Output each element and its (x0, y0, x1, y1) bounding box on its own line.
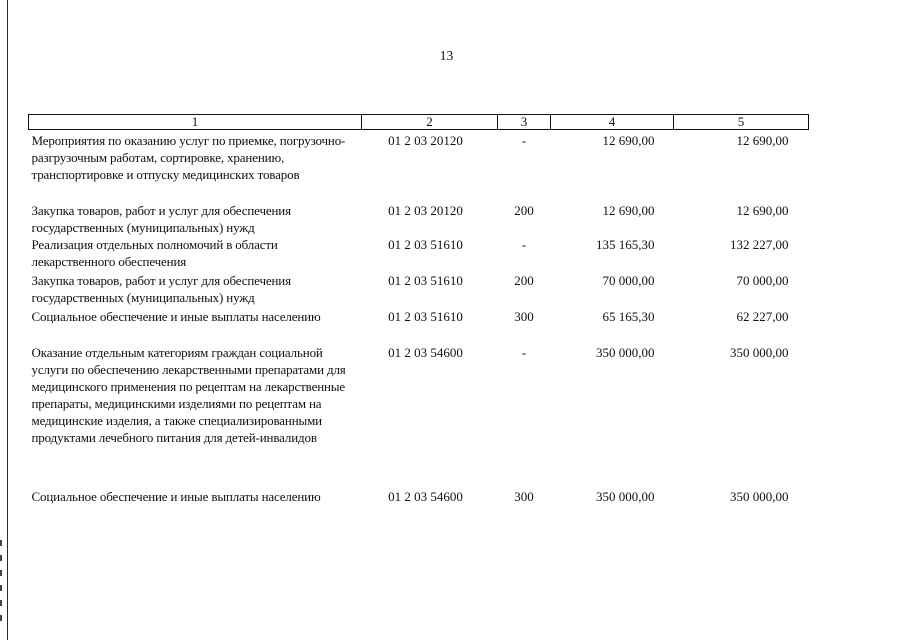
table-body (29, 130, 809, 506)
row-sum-1: 350 000,00 (596, 345, 655, 360)
row-sum-2: 12 690,00 (736, 133, 789, 148)
row-name: Социальное обеспечение и иные выплаты населению (31, 309, 321, 324)
row-sum-1: 65 165,30 (602, 309, 655, 324)
row-code: 01 2 03 51610 (388, 273, 463, 288)
row-type: - (521, 237, 527, 252)
row-type: - (521, 133, 527, 148)
header-row (29, 115, 809, 130)
row-code: 01 2 03 20120 (388, 203, 463, 218)
row-name: Закупка товаров, работ и услуг для обеспечения государственных (муниципальных) нужд (31, 203, 291, 235)
table-row (29, 130, 809, 187)
row-type: 300 (514, 309, 534, 324)
header-col-1: 1 (29, 115, 362, 130)
row-type: - (521, 345, 527, 360)
row-code: 01 2 03 20120 (388, 133, 463, 148)
row-type: 200 (514, 203, 534, 218)
row-code: 01 2 03 54600 (388, 345, 463, 360)
table-row (29, 308, 809, 344)
scan-edge-line (7, 0, 8, 640)
row-sum-1: 12 690,00 (602, 203, 655, 218)
row-code: 01 2 03 54600 (388, 489, 463, 504)
header-col-2: 2 (362, 115, 498, 130)
table-row (29, 344, 809, 488)
page-number: 13 (439, 48, 454, 63)
row-sum-1: 12 690,00 (602, 133, 655, 148)
budget-table (28, 114, 809, 505)
row-sum-1: 135 165,30 (596, 237, 655, 252)
row-sum-1: 70 000,00 (602, 273, 655, 288)
header-col-3: 3 (498, 115, 551, 130)
row-sum-2: 132 227,00 (730, 237, 789, 252)
row-sum-2: 70 000,00 (736, 273, 789, 288)
table-row (29, 488, 809, 505)
table-row (29, 186, 809, 236)
row-name: Закупка товаров, работ и услуг для обеспечения государственных (муниципальных) нужд (31, 273, 291, 305)
row-type: 300 (514, 489, 534, 504)
binding-margin-marks (0, 540, 2, 630)
row-name: Мероприятия по оказанию услуг по приемке, погрузочно-разгрузочным работам, сортировке, хранению, транспортировке и отпуску медицинских товаров (31, 133, 346, 182)
row-code: 01 2 03 51610 (388, 309, 463, 324)
row-type: 200 (514, 273, 534, 288)
row-code: 01 2 03 51610 (388, 237, 463, 252)
header-col-4: 4 (551, 115, 674, 130)
row-name: Оказание отдельным категориям граждан социальной услуги по обеспечению лекарственными препаратами для медицинского применения по рецептам на лекарственные препараты, медицинскими изделиями по рецептам на медицинские изделия, а также специализированными продуктами лечебного питания для детей-инвалидов (31, 345, 346, 445)
row-sum-2: 350 000,00 (730, 345, 789, 360)
row-name: Социальное обеспечение и иные выплаты населению (31, 489, 321, 504)
row-sum-2: 12 690,00 (736, 203, 789, 218)
header-col-5: 5 (674, 115, 809, 130)
row-sum-1: 350 000,00 (596, 489, 655, 504)
row-sum-2: 350 000,00 (730, 489, 789, 504)
table-header (29, 115, 809, 130)
table-row (29, 236, 809, 272)
row-name: Реализация отдельных полномочий в области лекарственного обеспечения (31, 237, 278, 269)
row-sum-2: 62 227,00 (736, 309, 789, 324)
table-row (29, 272, 809, 308)
